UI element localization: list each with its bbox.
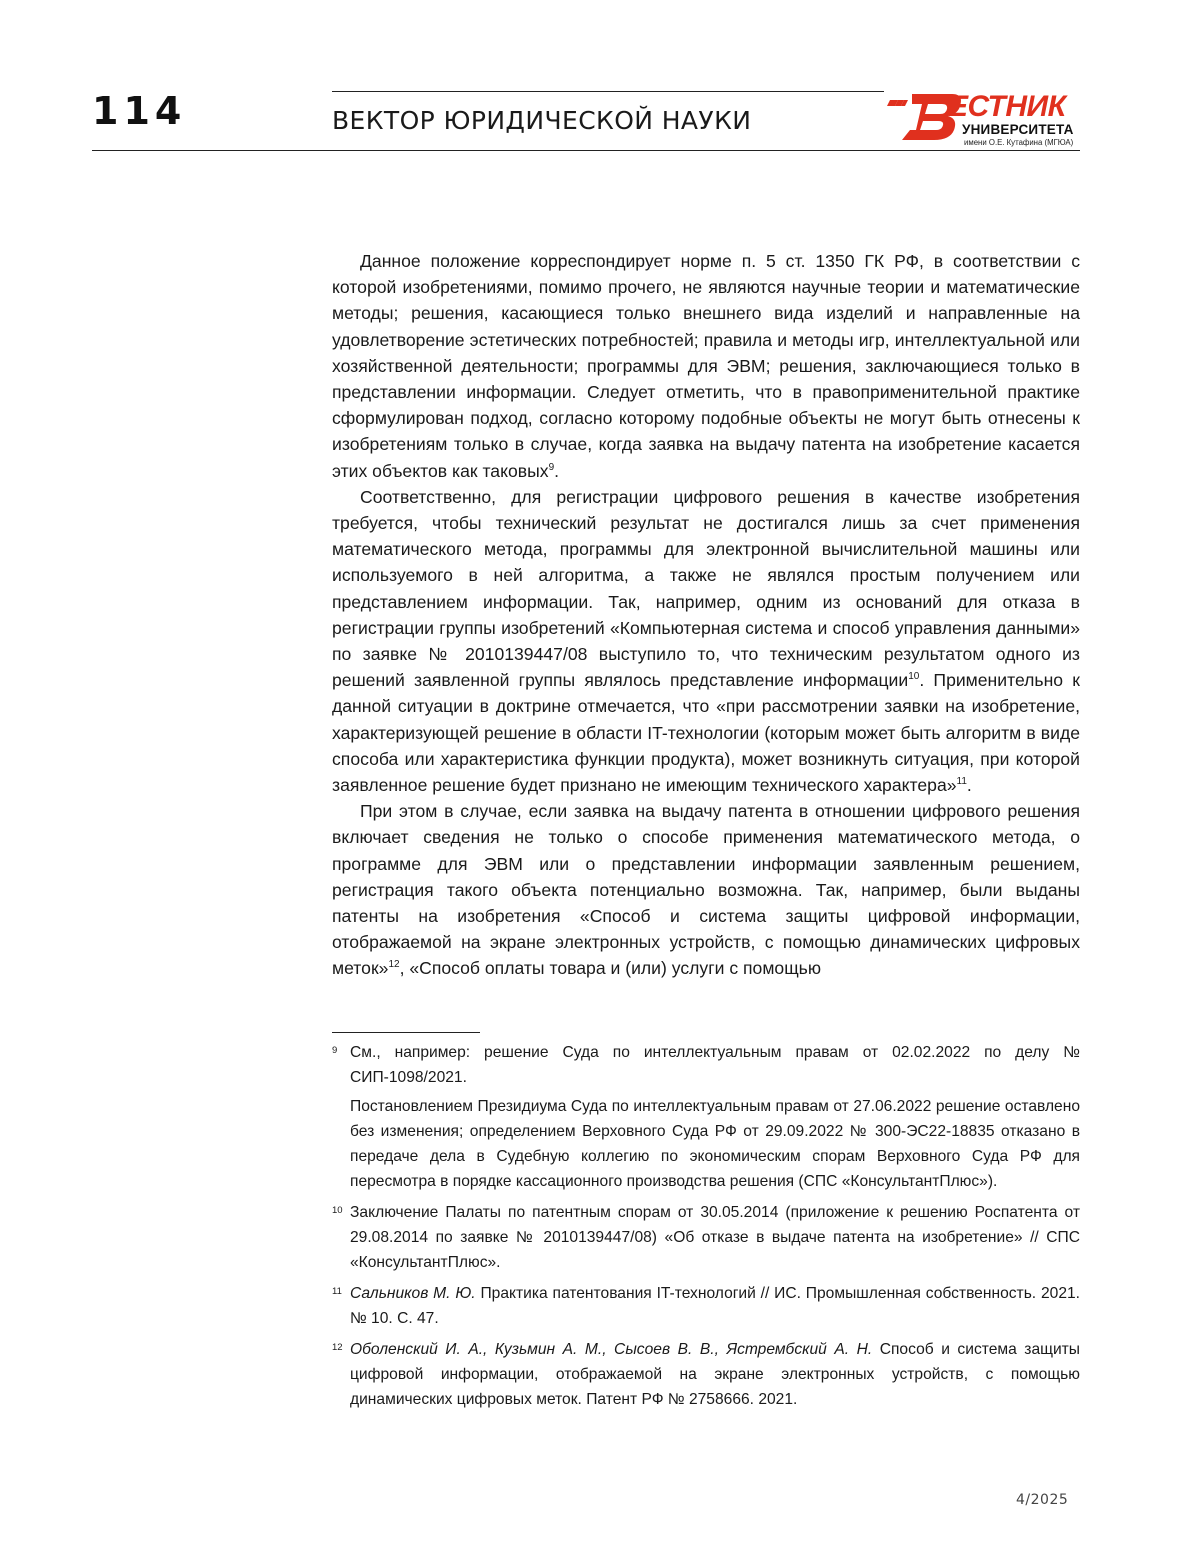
footnote-author: Сальников М. Ю.: [350, 1285, 476, 1302]
footnote-item: [332, 1200, 1080, 1275]
footnote-ref[interactable]: 10: [908, 671, 920, 683]
footnotes: [332, 1040, 1080, 1418]
footnote-text: Сальников М. Ю. Практика патентования IT-технологий // ИС. Промышленная собственность. 2021. № 10. С. 47.: [350, 1285, 1080, 1327]
page-number: 114: [92, 89, 187, 133]
issue-number: 4/2025: [1016, 1492, 1069, 1508]
footnote-number: 11: [332, 1286, 342, 1297]
footnote-text: Постановлением Президиума Суда по интеллектуальным правам от 27.06.2022 решение оставлено без изменения; определением Верховного Суда РФ от 29.09.2022 № 300-ЭС22-18835 отказано в передаче дела в Судебную коллегию по экономическим спорам Верховного Суда РФ для пересмотра в порядке кассационного производства решения (СПС «КонсультантПлюс»).: [350, 1098, 1080, 1190]
footnote-number: 9: [332, 1045, 338, 1056]
footnote-text: Оболенский И. А., Кузьмин А. М., Сысоев В. В., Ястрембский А. Н. Способ и система защиты цифровой информации, отображаемой на экране электронных устройств, с помощью динамических цифровых меток. Патент РФ № 2758666. 2021.: [350, 1341, 1081, 1408]
footnote-ref[interactable]: 9: [548, 461, 555, 473]
footnote-text: Заключение Палаты по патентным спорам от 30.05.2014 (приложение к решению Роспатента от 29.08.2014 по заявке № 2010139447/08) «Об отказе в выдаче патента на изобретение» // СПС «КонсультантПлюс».: [350, 1204, 1080, 1271]
article-body: [332, 248, 1080, 982]
paragraph: Данное положение корреспондирует норме п. 5 ст. 1350 ГК РФ, в соответствии с которой изобретениями, помимо прочего, не являются научные теории и математические методы; решения, касающиеся только внешнего вида изделий и направленные на удовлетворение эстетических потребностей; правила и методы игр, интеллектуальной или хозяйственной деятельности; программы для ЭВМ; решения, заключающиеся только в представлении информации. Следует отметить, что в правоприменительной практике сформулирован подход, согласно которому подобные объекты не могут быть отнесены к изобретениям только в случае, когда заявка на выдачу патента на изобретение касается этих объектов как таковых$^9$.: [332, 251, 1080, 481]
footnote-number: 12: [332, 1342, 343, 1353]
footnote-separator: [332, 1032, 480, 1033]
journal-logo: [886, 92, 1082, 150]
footnote-ref[interactable]: 11: [956, 776, 967, 788]
footnote-item: [332, 1337, 1080, 1412]
paragraph: Соответственно, для регистрации цифрового решения в качестве изобретения требуется, чтобы технический результат не достигался лишь за счет применения математического метода, программы для электронной вычислительной машины или используемого в ней алгоритма, а также не являлся простым получением или представлением информации. Так, например, одним из оснований для отказа в регистрации группы изобретений «Компьютерная система и способ управления данными» по заявке № 2010139447/08 выступило то, что техническим результатом одного из решений заявленной группы являлось представление информации$^{10}$. Применительно к данной ситуации в доктрине отмечается, что «при рассмотрении заявки на изобретение, характеризующей решение в области IT-технологии (которым может быть алгоритм в виде способа или характеристика функции продукта), может возникнуть ситуация, при которой заявленное решение будет признано не имеющим технического характера»$^{11}$.: [332, 486, 1080, 796]
logo-caption: имени О.Е. Кутафина (МГЮА): [964, 138, 1074, 147]
paragraph: При этом в случае, если заявка на выдачу патента в отношении цифрового решения включает сведения не только о способе применения математического метода, о программе для ЭВМ или о представлении информации заявленным решением, регистрация такого объекта потенциально возможна. Так, например, были выданы патенты на изобретения «Способ и система защиты цифровой информации, отображаемой на экране электронных устройств, с помощью динамических цифровых меток»$^{12}$, «Способ оплаты товара и (или) услуги с помощью: [332, 801, 1080, 979]
footnote-author: Оболенский И. А., Кузьмин А. М., Сысоев В. В., Ястрембский А. Н.: [350, 1341, 873, 1358]
footnote-item: [332, 1281, 1080, 1331]
header-rule-top: [332, 91, 884, 92]
section-title: ВЕКТОР ЮРИДИЧЕСКОЙ НАУКИ: [332, 106, 752, 135]
footnote-item: [332, 1040, 1080, 1194]
logo-title: ЕСТНИК: [948, 90, 1066, 123]
footnote-text: См., например: решение Суда по интеллектуальным правам от 02.02.2022 по делу № СИП-1098/2021.: [350, 1044, 1080, 1086]
footnote-number: 10: [332, 1205, 343, 1216]
footnote-ref[interactable]: 12: [388, 959, 400, 971]
header-rule: [92, 150, 1080, 151]
logo-subtitle: УНИВЕРСИТЕТА: [962, 122, 1074, 137]
